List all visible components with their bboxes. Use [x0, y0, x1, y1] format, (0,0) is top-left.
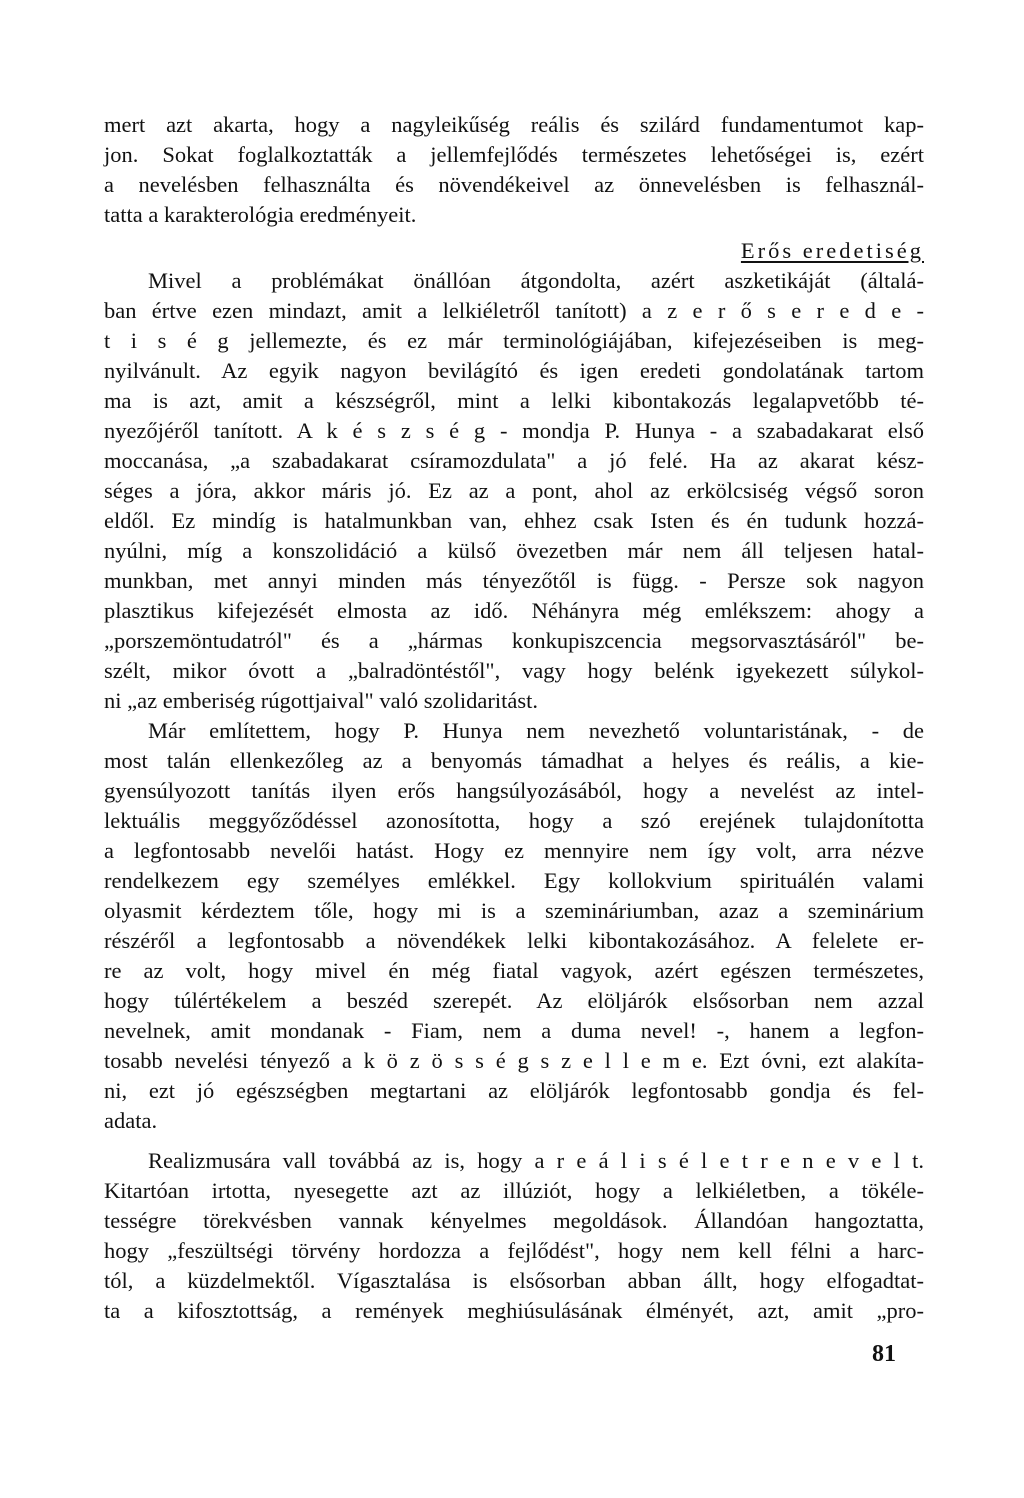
text-line: nyezőjéről tanított. A k é s z s é g - mondja P. Hunya - a szabadakarat első: [104, 418, 924, 443]
text-line: plasztikus kifejezését elmosta az idő. Néhányra még emlékszem: ahogy a: [104, 598, 924, 623]
text-line: Realizmusára vall továbbá az is, hogy a r e á l i s é l e t r e n e v e l t.: [148, 1148, 924, 1173]
text-line: nevelnek, amit mondanak - Fiam, nem a duma nevel! -, hanem a legfon-: [104, 1018, 924, 1043]
text-line: rendelkezem egy személyes emlékkel. Egy kollokvium spirituálén valami: [104, 868, 924, 893]
text-line: ta a kifosztottság, a remények meghiúsulásának élményét, azt, amit „pro-: [104, 1298, 924, 1323]
text-line: adata.: [104, 1108, 158, 1133]
text-line: tatta a karakterológia eredményeit.: [104, 202, 417, 227]
text-line: tól, a küzdelmektől. Vígasztalása is elsősorban abban állt, hogy elfogadtat-: [104, 1268, 924, 1293]
page-number: 81: [872, 1341, 896, 1367]
text-line: most talán ellenkezőleg az a benyomás támadhat a helyes és reális, a kie-: [104, 748, 924, 773]
text-line: nyúlni, míg a konszolidáció a külső övezetben már nem áll teljesen hatal-: [104, 538, 924, 563]
text-line: ni „az emberiség rúgottjaival" való szolidaritást.: [104, 688, 539, 713]
text-line: Már említettem, hogy P. Hunya nem nevezhető voluntaristának, - de: [148, 718, 924, 743]
text-line: lektuális meggyőződéssel azonosította, hogy a szó erejének tulajdonította: [104, 808, 924, 833]
text-line: eldől. Ez mindíg is hatalmunkban van, ehhez csak Isten és én tudunk hozzá-: [104, 508, 924, 533]
text-line: ni, ezt jó egészségben megtartani az elöljárók legfontosabb gondja és fel-: [104, 1078, 924, 1103]
text-line: mert azt akarta, hogy a nagyleikűség reális és szilárd fundamentumot kap-: [104, 112, 924, 137]
text-line: tességre törekvésben vannak kényelmes megoldások. Állandóan hangoztatta,: [104, 1208, 924, 1233]
text-line: „porszemöntudatról" és a „hármas konkupiszcencia megsorvasztásáról" be-: [104, 628, 924, 653]
text-line: t i s é g jellemezte, és ez már terminológiájában, kifejezéseiben is meg-: [104, 328, 924, 353]
text-line: séges a jóra, akkor máris jó. Ez az a pont, ahol az erkölcsiség végső soron: [104, 478, 924, 503]
text-line: nyilvánult. Az egyik nagyon bevilágító és igen eredeti gondolatának tartom: [104, 358, 924, 383]
text-line: munkban, met annyi minden más tényezőtől is függ. - Persze sok nagyon: [104, 568, 924, 593]
text-line: jon. Sokat foglalkoztatták a jellemfejlődés természetes lehetőségei is, ezért: [104, 142, 924, 167]
text-line: részéről a legfontosabb a növendékek lelki kibontakozásához. A felelete er-: [104, 928, 924, 953]
text-line: szélt, mikor óvott a „balradöntéstől", vagy hogy belénk igyekezett súlykol-: [104, 658, 924, 683]
text-line: re az volt, hogy mivel én még fiatal vagyok, azért egészen természetes,: [104, 958, 924, 983]
text-line: hogy túlértékelem a beszéd szerepét. Az elöljárók elsősorban nem azzal: [104, 988, 924, 1013]
text-line: hogy „feszültségi törvény hordozza a fejlődést", hogy nem kell félni a harc-: [104, 1238, 924, 1263]
text-line: moccanása, „a szabadakarat csíramozdulata" a jó felé. Ha az akarat kész-: [104, 448, 924, 473]
text-line: ban értve ezen mindazt, amit a lelkiéletről tanított) a z e r ő s e r e d e -: [104, 298, 924, 323]
text-line: a nevelésben felhasználta és növendékeivel az önnevelésben is felhasznál-: [104, 172, 924, 197]
text-line: tosabb nevelési tényező a k ö z ö s s é g s z e l l e m e. Ezt óvni, ezt alakíta-: [104, 1048, 924, 1073]
text-line: olyasmit kérdeztem tőle, hogy mi is a szemináriumban, azaz a szeminárium: [104, 898, 924, 923]
section-heading: Erős eredetiség: [740, 238, 924, 263]
text-line: Kitartóan irtotta, nyesegette azt az illúziót, hogy a lelkiéletben, a tökéle-: [104, 1178, 924, 1203]
text-line: gyensúlyozott tanítás ilyen erős hangsúlyozásából, hogy a nevelést az intel-: [104, 778, 924, 803]
text-line: Mivel a problémákat önállóan átgondolta, azért aszketikáját (általá-: [148, 268, 924, 293]
text-line: a legfontosabb nevelői hatást. Hogy ez mennyire nem így volt, arra nézve: [104, 838, 924, 863]
text-line: ma is azt, amit a készségről, mint a lelki kibontakozás legalapvetőbb té-: [104, 388, 924, 413]
